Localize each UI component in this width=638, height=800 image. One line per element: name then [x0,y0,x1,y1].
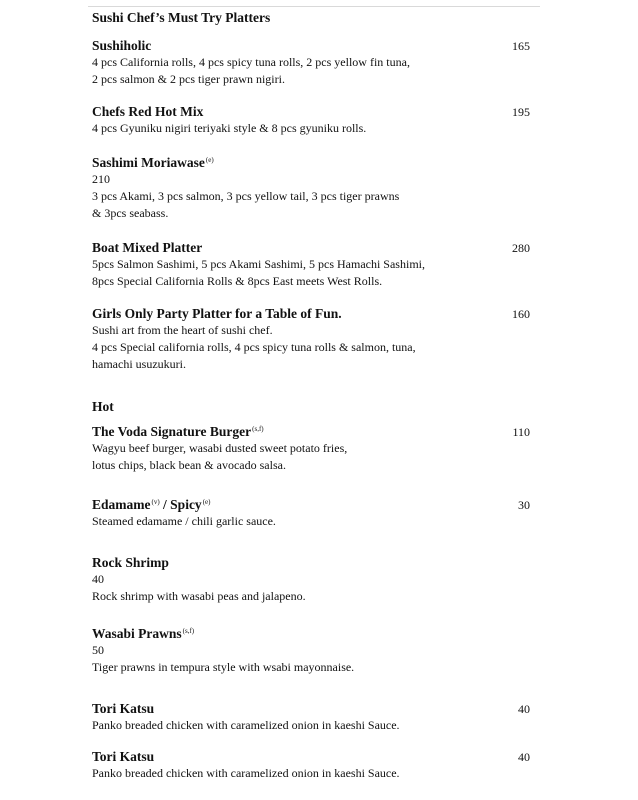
menu-item-wasabi-prawns [92,626,532,676]
item-description-line: Steamed edamame / chili garlic sauce. [92,514,276,528]
menu-item-tori-katsu-repeat [92,749,532,782]
item-name: Boat Mixed Platter [92,240,203,255]
dietary-mark: (v) [151,497,160,506]
item-price-inline: 210 [92,172,110,186]
item-name: Sushiholic [92,38,152,53]
item-price: 110 [512,425,530,439]
menu-item-boat-mixed-platter [92,240,532,290]
item-description-line: & 3pcs seabass. [92,206,169,220]
item-price: 165 [512,39,530,53]
menu-item-rock-shrimp [92,555,532,605]
item-name: Sashimi Moriawase [92,155,205,170]
item-price: 30 [518,498,530,512]
section-heading: Sushi Chef’s Must Try Platters [92,10,271,25]
item-price: 40 [518,750,530,764]
item-price: 160 [512,307,530,321]
item-name: The Voda Signature Burger [92,424,252,439]
item-name-row [92,424,532,440]
dietary-mark: (e) [205,155,214,164]
item-price-inline: 50 [92,643,104,657]
item-description-line: 3 pcs Akami, 3 pcs salmon, 3 pcs yellow tail, 3 pcs tiger prawns [92,189,400,203]
item-name: Girls Only Party Platter for a Table of Fun. [92,306,342,321]
item-description-line: Tiger prawns in tempura style with wsabi mayonnaise. [92,660,355,674]
menu-item-chefs-red-hot-mix [92,104,532,137]
item-description-line: 5pcs Salmon Sashimi, 5 pcs Akami Sashimi, 5 pcs Hamachi Sashimi, [92,257,425,271]
item-description-line: Panko breaded chicken with caramelized onion in kaeshi Sauce. [92,718,400,732]
item-description-line: Wagyu beef burger, wasabi dusted sweet potato fries, [92,441,348,455]
item-description-line: 8pcs Special California Rolls & 8pcs East meets West Rolls. [92,274,383,288]
item-description-line: 4 pcs Special california rolls, 4 pcs spicy tuna rolls & salmon, tuna, [92,340,416,354]
item-price: 40 [518,702,530,716]
item-description-line: Sushi art from the heart of sushi chef. [92,323,273,337]
menu-item-tori-katsu [92,701,532,734]
item-price: 280 [512,241,530,255]
item-price: 195 [512,105,530,119]
dietary-mark: (s,f) [182,626,195,635]
item-name: Chefs Red Hot Mix [92,104,204,119]
dietary-mark: (e) [202,497,211,506]
item-description-line: 4 pcs California rolls, 4 pcs spicy tuna rolls, 2 pcs yellow fin tuna, [92,55,410,69]
item-name: Edamame [92,497,151,512]
dietary-mark: (s,f) [252,424,264,433]
item-description-line: Rock shrimp with wasabi peas and jalapeno. [92,589,306,603]
item-name-row [92,626,532,642]
item-name: Rock Shrimp [92,555,169,570]
item-name: Tori Katsu [92,701,155,716]
item-name-variant: / Spicy [159,497,202,512]
menu-item-sashimi-moriawase [92,155,532,222]
item-price-inline: 40 [92,572,104,586]
item-description-line: Panko breaded chicken with caramelized onion in kaeshi Sauce. [92,766,400,780]
item-name-row [92,497,532,513]
item-description-line: hamachi usuzukuri. [92,357,186,371]
section-title-hot [92,399,532,415]
menu-item-girls-only-party-platter [92,306,532,373]
item-description-line: 2 pcs salmon & 2 pcs tiger prawn nigiri. [92,72,285,86]
section-title-platters [92,10,532,26]
menu-item-edamame [92,497,532,530]
item-description-line: 4 pcs Gyuniku nigiri teriyaki style & 8 pcs gyuniku rolls. [92,121,367,135]
item-description-line: lotus chips, black bean & avocado salsa. [92,458,286,472]
item-name-row [92,155,532,171]
item-name: Tori Katsu [92,749,155,764]
menu-item-sushiholic [92,38,532,88]
item-name: Wasabi Prawns [92,626,182,641]
top-divider [88,6,540,7]
menu-item-voda-signature-burger [92,424,532,474]
section-heading: Hot [92,399,114,414]
